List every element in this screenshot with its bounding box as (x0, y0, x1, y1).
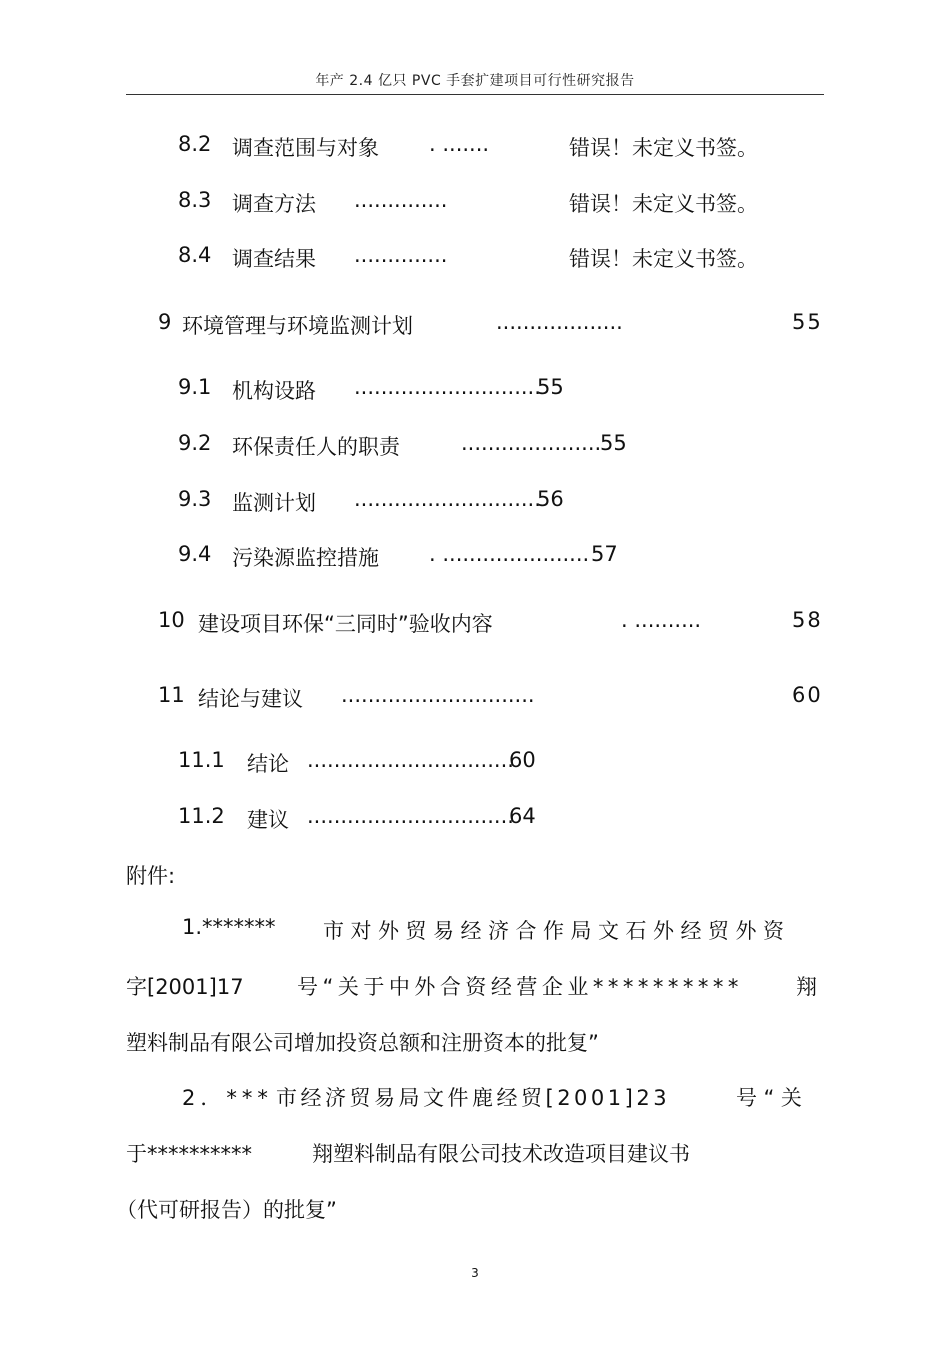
page-number: 3 (471, 1266, 479, 1280)
appendix-1-line2-c: 翔 (796, 975, 817, 999)
appendix-2-line1-a: 2．*** (182, 1086, 273, 1110)
toc-8-3-page: 错误！未定义书签。 (569, 192, 758, 216)
toc-9-2-number: 9.2 (178, 431, 212, 455)
toc-8-2-page: 错误！未定义书签。 (569, 136, 758, 160)
toc-11-1-title: 结论 (247, 752, 289, 776)
appendix-1-line2-a: 字[2001]17 (126, 975, 244, 999)
toc-8-3-title: 调查方法 (232, 192, 316, 216)
toc-11-1-number: 11.1 (178, 748, 225, 772)
toc-11-1-leader: ............................... (307, 748, 514, 772)
toc-8-3-number: 8.3 (178, 188, 212, 212)
toc-11-2-title: 建议 (247, 808, 289, 832)
toc-11-number: 11 (158, 683, 185, 707)
appendix-heading: 附件: (126, 864, 176, 888)
toc-9-leader: ................... (496, 310, 623, 334)
toc-9-4-page: 57 (591, 542, 618, 566)
toc-10-leader: . .......... (621, 608, 702, 632)
toc-8-3-leader: .............. (354, 188, 448, 212)
toc-11-1-page: 60 (509, 748, 536, 772)
appendix-1-line1-a: 1.******* (182, 915, 276, 939)
toc-9-1-title: 机构设路 (232, 379, 316, 403)
toc-9-4-leader: . ...................... (429, 542, 590, 566)
toc-8-2-leader: . ....... (429, 132, 490, 156)
toc-9-3-number: 9.3 (178, 487, 212, 511)
toc-8-4-leader: .............. (354, 243, 448, 267)
toc-8-4-page: 错误！未定义书签。 (569, 247, 758, 271)
appendix-1-line3: 塑料制品有限公司增加投资总额和注册资本的批复” (126, 1031, 599, 1055)
toc-11-2-leader: ............................... (307, 804, 514, 828)
toc-8-4-title: 调查结果 (232, 247, 316, 271)
toc-9-3-title: 监测计划 (232, 491, 316, 515)
appendix-1-line1-b: 市对外贸易经济合作局文石外经贸外资 (323, 919, 791, 943)
toc-9-title: 环境管理与环境监测计划 (182, 314, 413, 338)
page-header: 年产 2.4 亿只 PVC 手套扩建项目可行性研究报告 (315, 73, 635, 89)
toc-9-4-number: 9.4 (178, 542, 212, 566)
toc-9-2-leader: ..................... (461, 431, 602, 455)
toc-11-title: 结论与建议 (198, 687, 303, 711)
toc-9-page: 55 (792, 310, 823, 334)
toc-9-1-page: 55 (537, 375, 564, 399)
header-rule (126, 94, 824, 95)
toc-9-number: 9 (158, 310, 172, 334)
toc-10-page: 58 (792, 608, 823, 632)
toc-9-2-title: 环保责任人的职责 (232, 435, 400, 459)
toc-9-3-leader: ............................ (354, 487, 541, 511)
appendix-1-line2-b: 号“关于中外合资经营企业********** (297, 975, 743, 999)
appendix-2-line1-c: 号“关 (736, 1086, 809, 1110)
toc-11-leader: ............................. (341, 683, 535, 707)
toc-9-2-page: 55 (600, 431, 627, 455)
appendix-2-line3: （代可研报告）的批复” (116, 1198, 337, 1222)
toc-9-1-number: 9.1 (178, 375, 212, 399)
toc-8-2-title: 调查范围与对象 (232, 136, 379, 160)
toc-11-2-number: 11.2 (178, 804, 225, 828)
toc-9-3-page: 56 (537, 487, 564, 511)
toc-8-4-number: 8.4 (178, 243, 212, 267)
toc-10-title: 建设项目环保“三同时”验收内容 (198, 612, 493, 636)
toc-10-number: 10 (158, 608, 185, 632)
toc-8-2-number: 8.2 (178, 132, 212, 156)
appendix-2-line2-b: 翔塑料制品有限公司技术改造项目建议书 (312, 1142, 690, 1166)
toc-11-2-page: 64 (509, 804, 536, 828)
appendix-2-line2-a: 于********** (126, 1142, 252, 1166)
appendix-2-line1-b: 市经济贸易局文件鹿经贸[2001]23 (276, 1086, 671, 1110)
toc-9-1-leader: ............................ (354, 375, 541, 399)
toc-11-page: 60 (792, 683, 823, 707)
toc-9-4-title: 污染源监控措施 (232, 546, 379, 570)
